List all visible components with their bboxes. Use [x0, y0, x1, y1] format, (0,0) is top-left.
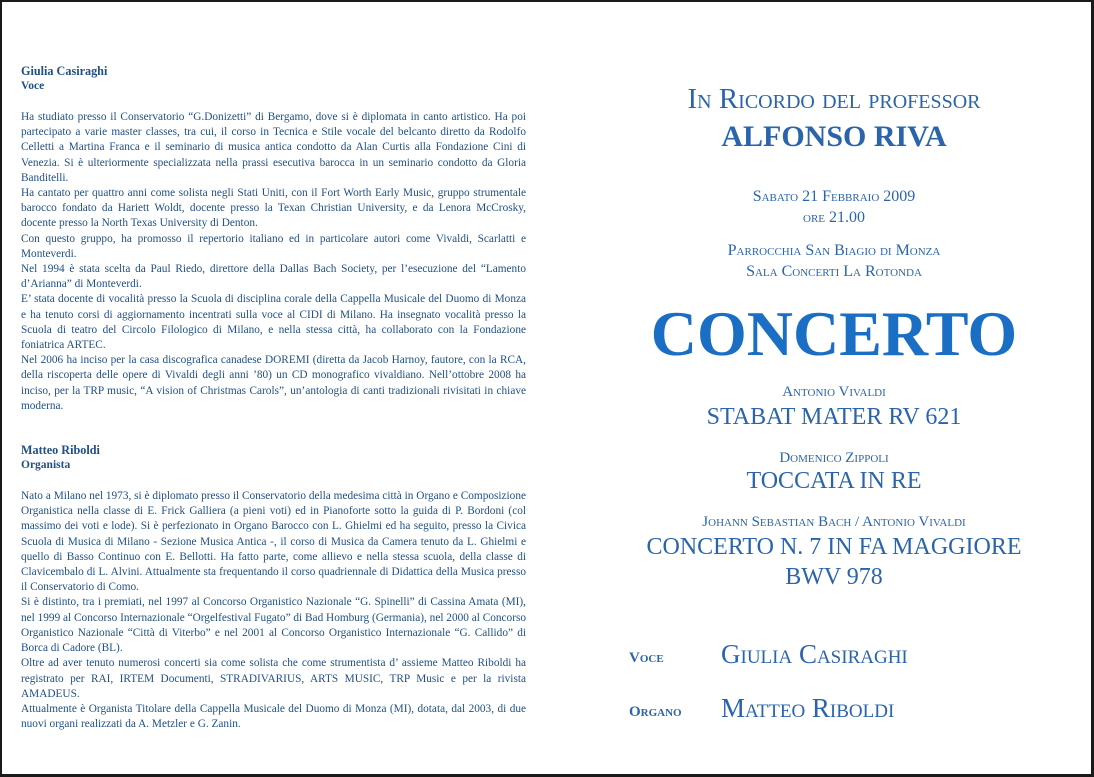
bio-paragraph: Oltre ad aver tenuto numerosi concerti sia come solista che come strumentista d’ assieme Matteo Riboldi ha registrato per RAI, IRTEM Documenti, STRADIVARIUS, ARTS MUSIC, TRP Music e per la rivista AMADEUS. — [21, 657, 526, 700]
bio-paragraph: Nel 1994 è stata scelta da Paul Riedo, direttore della Dallas Bach Society, per l’esecuzione del “Lamento d’Arianna” di Monteverdi. — [21, 263, 526, 291]
bio-paragraph: Ha cantato per quattro anni come solista negli Stati Uniti, con il Fort Worth Early Music, gruppo strumentale barocco fondato da Hariett Woldt, docente presso la Texan Christian University, e da Lenora McCrosky, docente presso la North Texas University di Denton. — [21, 187, 526, 230]
bio-riboldi — [21, 443, 526, 732]
venue-line: Sala Concerti La Rotonda — [746, 263, 922, 280]
work-title: CONCERTO N. 7 IN FA MAGGIORE — [646, 534, 1022, 560]
performer-credit: Matteo Riboldi — [721, 693, 895, 723]
composer-name: Johann Sebastian Bach / Antonio Vivaldi — [702, 514, 966, 530]
bio-paragraph: Nel 2006 ha inciso per la casa discografica canadese DOREMI (diretta da Jacob Harnoy, fautore, con la RCA, della riscoperta delle opere di Vivaldi degli anni ’80) un CD monografico vivaldiano. Nell’ottobre 2008 ha inciso, per la TRP music, “A vision of Christmas Carols”, un’antologia di canti tradizionali rivisitati in chiave moderna. — [21, 354, 526, 412]
performer-name: Matteo Riboldi — [21, 443, 100, 458]
performer-label: Voce — [629, 650, 664, 666]
bio-casiraghi — [21, 64, 526, 414]
bio-paragraph: Attualmente è Organista Titolare della Cappella Musicale del Duomo di Monza (MI), dotata, dal 2003, di due nuovi organi realizzati da A. Metzler e G. Zanin. — [21, 702, 526, 731]
memorial-heading: In Ricordo del professor — [687, 83, 981, 115]
biographies-column — [21, 64, 526, 732]
performer-role: Organista — [21, 459, 71, 472]
bio-paragraph: Con questo gruppo, ha promosso il repertorio italiano ed in particolare autori come Vivaldi, Scarlatti e Monteverdi. — [21, 232, 526, 260]
composer-name: Domenico Zippoli — [779, 450, 889, 466]
bio-paragraph: Si è distinto, tra i premiati, nel 1997 al Concorso Organistico Nazionale “G. Spinelli” di Cassina Amata (MI), nel 1999 al Concorso Internazionale “Orgelfestival Fugato” di Bad Homburg (Germania), nel 2000 al Concorso Organistico Nazionale “Città di Viterbo” e nel 2001 al Concorso Organistico Internazionale “G. Callido” di Borca di Cadore (BL). — [21, 596, 526, 655]
concert-time: ore 21.00 — [803, 209, 865, 226]
composer-name: Antonio Vivaldi — [782, 384, 886, 400]
venue-line: Parrocchia San Biagio di Monza — [727, 242, 941, 259]
performer-label: Organo — [629, 704, 682, 720]
performer-role: Voce — [21, 80, 45, 92]
bio-paragraph: Nato a Milano nel 1973, si è diplomato presso il Conservatorio della medesima città in Organo e Composizione Organistica nella classe di E. Frick Galliera (a pieni voti) ed in Pianoforte sotto la guida di P. Bordoni (col massimo dei voti e lode). Si è perfezionato in Organo Barocco con L. Ghielmi ed ha seguito, presso la Civica Scuola di Musica di Milano - Sezione Musica Antica -, il corso di Musica da Camera tenuto da L. Ghielmi e quello di Basso Continuo con E. Bellotti. Ha fatto parte, come allievo e nella stessa scuola, della classe di Clavicembalo di L. Alvini. Attualmente sta frequentando il corso quadriennale di Didattica della Musica presso il Conservatorio di Como. — [21, 490, 526, 594]
bio-paragraph: E’ stata docente di vocalità presso la Scuola di disciplina corale della Cappella Musicale del Duomo di Monza e ha tenuto corsi di aggiornamento incentrati sulla voce al CIDI di Milano. Ha insegnato vocalità presso la Scuola di teatro del Circolo Filologico di Milano, e nella stessa città, ha collaborato con la Fondazione foniatrica ARTEC. — [21, 293, 526, 352]
performer-name: Giulia Casiraghi — [21, 64, 108, 78]
honoree-name: ALFONSO RIVA — [721, 120, 947, 153]
work-title: STABAT MATER RV 621 — [706, 404, 962, 430]
concert-date: Sabato 21 Febbraio 2009 — [752, 188, 916, 205]
performer-credit: Giulia Casiraghi — [721, 639, 908, 669]
concert-title: CONCERTO — [650, 298, 1018, 369]
bio-paragraph: Ha studiato presso il Conservatorio “G.Donizetti” di Bergamo, dove si è diplomata in canto artistico. Ha poi partecipato a varie master classes, tra cui, il corso in Tecnica e Stile vocale del belcanto diretto da Rodolfo Celletti a Martina Franca e il seminario di musica antica condotto da Alan Curtis alla Fondazione Cini di Venezia. Si è ulteriormente specializzata nella prassi esecutiva barocca in un seminario condotto da Gloria Banditelli. — [21, 111, 526, 184]
work-catalog: BWV 978 — [785, 564, 883, 590]
work-title: TOCCATA IN RE — [746, 468, 922, 494]
